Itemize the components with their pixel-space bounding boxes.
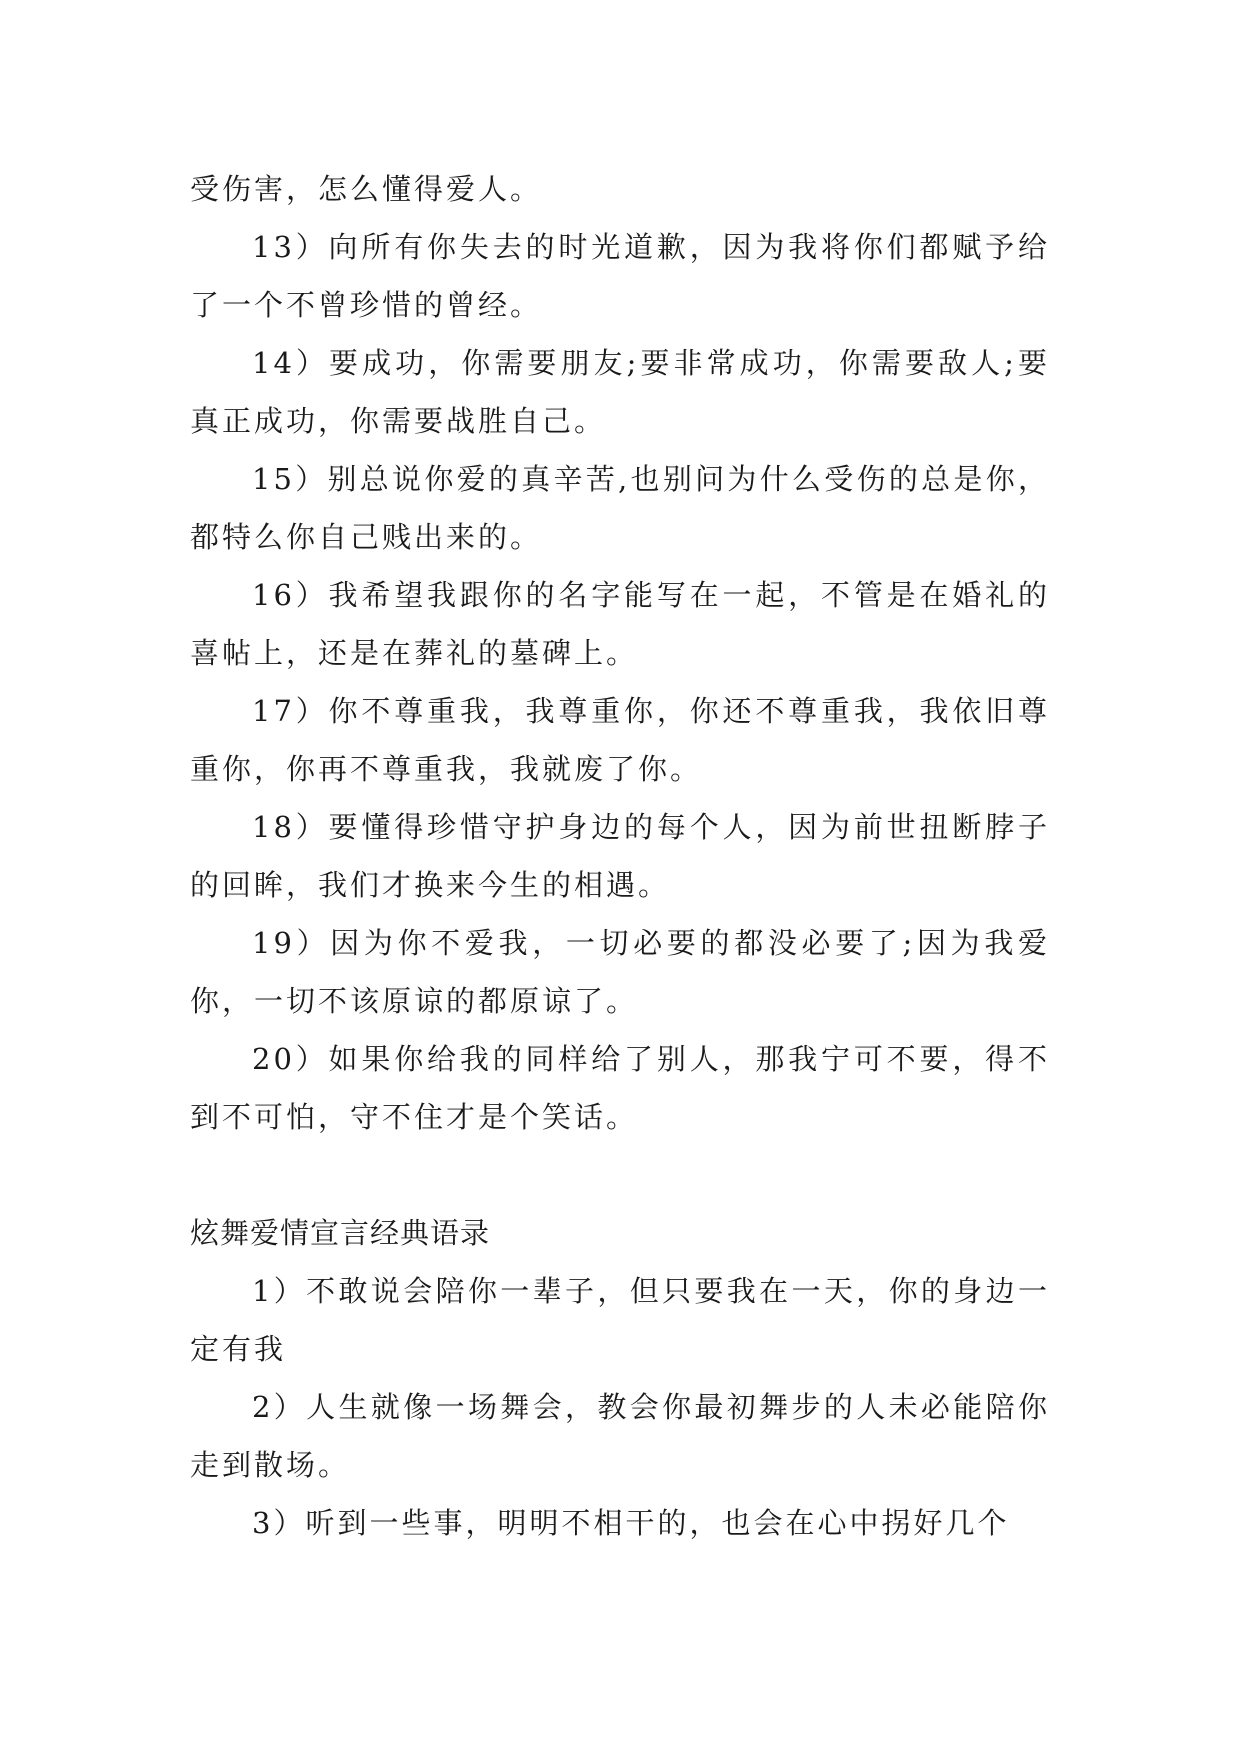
quote-16: 16）我希望我跟你的名字能写在一起，不管是在婚礼的喜帖上，还是在葬礼的墓碑上。	[190, 578, 1050, 670]
document-body	[190, 160, 1050, 1552]
quote-18: 18）要懂得珍惜守护身边的每个人，因为前世扭断脖子的回眸，我们才换来今生的相遇。	[190, 810, 1050, 902]
section-heading: 炫舞爱情宣言经典语录	[190, 1216, 491, 1250]
quote-3: 3）听到一些事，明明不相干的，也会在心中拐好几个	[252, 1506, 1010, 1540]
paragraph-continuation: 受伤害，怎么懂得爱人。	[190, 172, 543, 206]
quote-17: 17）你不尊重我，我尊重你，你还不尊重我，我依旧尊重你，你再不尊重我，我就废了你。	[190, 694, 1050, 786]
section-spacer	[190, 1146, 1050, 1204]
quote-14: 14）要成功，你需要朋友;要非常成功，你需要敌人;要真正成功，你需要战胜自己。	[190, 346, 1050, 438]
quote-13: 13）向所有你失去的时光道歉，因为我将你们都赋予给了一个不曾珍惜的曾经。	[190, 230, 1050, 322]
quote-15: 15）别总说你爱的真辛苦,也别问为什么受伤的总是你，都特么你自己贱出来的。	[190, 462, 1050, 554]
quote-19: 19）因为你不爱我，一切必要的都没必要了;因为我爱你，一切不该原谅的都原谅了。	[190, 926, 1050, 1018]
quote-2: 2）人生就像一场舞会，教会你最初舞步的人未必能陪你走到散场。	[190, 1390, 1050, 1482]
quote-20: 20）如果你给我的同样给了别人，那我宁可不要，得不到不可怕，守不住才是个笑话。	[190, 1042, 1050, 1134]
quote-1: 1）不敢说会陪你一辈子，但只要我在一天，你的身边一定有我	[190, 1274, 1050, 1366]
